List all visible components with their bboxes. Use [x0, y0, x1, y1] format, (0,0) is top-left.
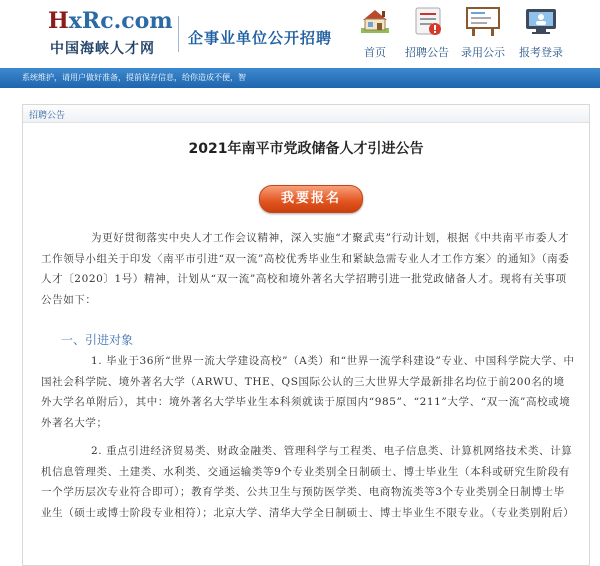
- logo-letter-h: H: [48, 8, 69, 34]
- panel-tab-header: [23, 105, 589, 123]
- nav-hiring-results-label: 录用公示: [461, 46, 505, 59]
- system-notice-bar: [0, 68, 600, 88]
- announcement-panel: [22, 104, 590, 566]
- logo-site-name: 中国海峡人才网: [50, 41, 155, 57]
- logo-wordmark: [48, 8, 173, 34]
- bulletin-board-icon: [463, 4, 503, 38]
- header-divider: [178, 16, 179, 52]
- announcement-icon: [407, 4, 447, 38]
- nav-hiring-results[interactable]: [452, 4, 514, 64]
- nav-announcements-label: 招聘公告: [405, 46, 449, 59]
- eligibility-item-1: 1. 毕业于36所“世界一流大学建设高校”（A类）和“世界一流学科建设”专业、中国科学院大学、中国社会科学院、境外著名大学（ARWU、THE、QS国际公认的三大世界大学最新排名均位于前200名的境外大学名单附后），其中：境外著名大学毕业生本科须就读于原国内“985”、“211”大学、“双一流”高校或境外著名大学；: [41, 355, 575, 429]
- intro-paragraph: 为更好贯彻落实中央人才工作会议精神，深入实施“才聚武夷”行动计划，根据《中共南平市委人才工作领导小组关于印发〈南平市引进“双一流”高校优秀毕业生和紧缺急需专业人才工作方案〉的通知》（南委人才〔2020〕1号）精神，计划从“双一流”高校和境外著名大学招聘引进一批党政储备人才。现将有关事项公告如下：: [41, 232, 570, 306]
- header-slogan: 企事业单位公开招聘: [188, 29, 333, 47]
- nav-home-label: 首页: [364, 46, 386, 59]
- tab-recruitment-announcement[interactable]: 招聘公告: [29, 111, 66, 121]
- site-logo[interactable]: [48, 8, 178, 60]
- apply-button[interactable]: 我要报名: [259, 185, 363, 213]
- nav-announcements[interactable]: [396, 4, 458, 64]
- logo-domain-text: xRc.com: [68, 8, 173, 34]
- nav-exam-login[interactable]: [510, 4, 572, 64]
- announcement-title: 2021年南平市党政储备人才引进公告: [188, 141, 424, 157]
- section-heading-recruitment-targets: 一、引进对象: [61, 333, 134, 347]
- house-icon: [355, 4, 395, 38]
- nav-exam-login-label: 报考登录: [519, 46, 563, 59]
- eligibility-item-2: 2. 重点引进经济贸易类、财政金融类、管理科学与工程类、电子信息类、计算机网络技术类、计算机信息管理类、土建类、水利类、交通运输类等9个专业类别全日制硕士、博士毕业生（本科或研究生阶段有一个学历层次专业符合即可）；教育学类、公共卫生与预防医学类、电商物流类等3个专业类别全日制博士毕业生（硕士或博士阶段专业相符）；北京大学、清华大学全日制硕士、博士毕业生不限专业。（专业类别附后）: [41, 445, 575, 519]
- site-header: [0, 0, 600, 68]
- login-user-icon: [521, 4, 561, 38]
- system-notice-text: 系统维护，请用户做好准备，提前保存信息，给你造成不便，智: [22, 73, 246, 82]
